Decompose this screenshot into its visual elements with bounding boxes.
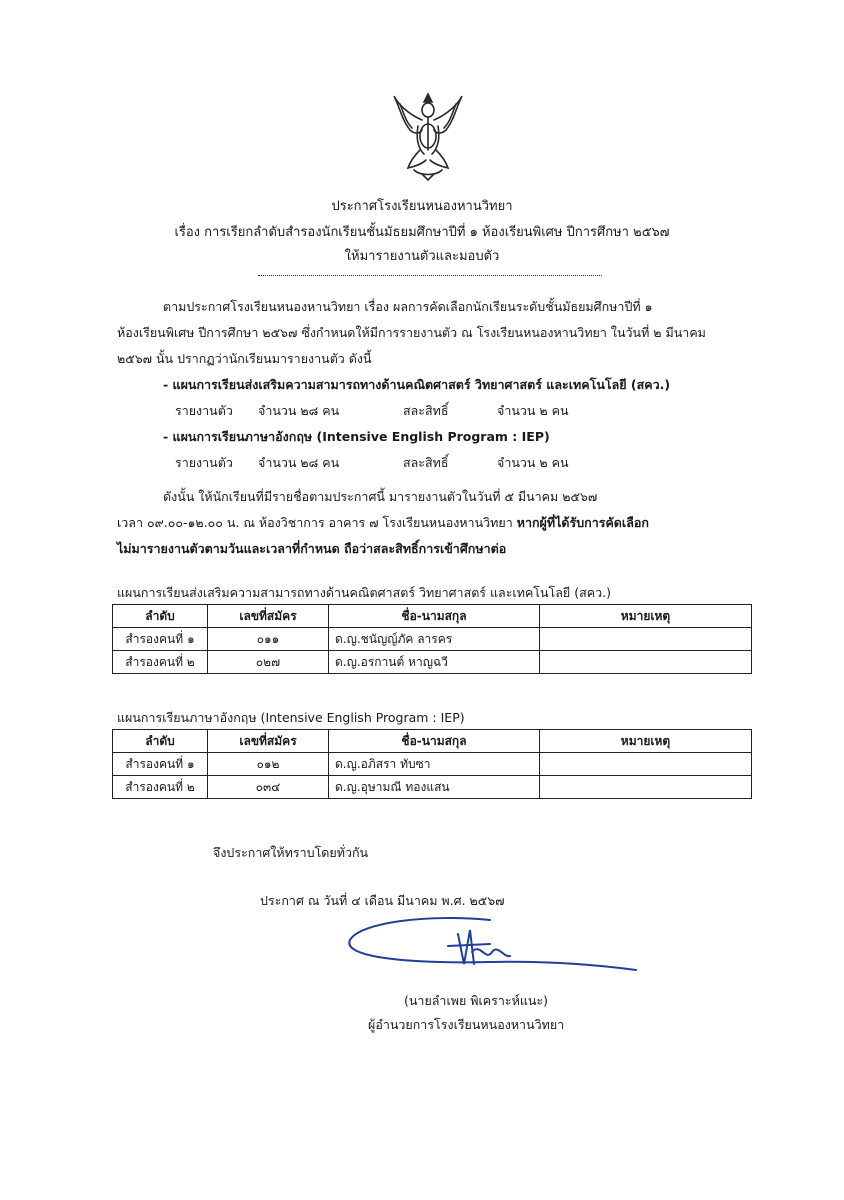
col-name-header: ชื่อ-นามสกุล [329, 730, 540, 753]
table-header-row [113, 730, 752, 753]
announcement-subject-2: ให้มารายงานตัวและมอบตัว [344, 249, 500, 264]
plan-1-waive-count: จำนวน ๒ คน [497, 403, 569, 418]
plan-1-report-count: จำนวน ๒๘ คน [258, 403, 340, 418]
col-app-no-header: เลขที่สมัคร [208, 605, 329, 628]
paragraph-2-line-2-text: เวลา ๐๙.๐๐-๑๒.๐๐ น. ณ ห้องวิชาการ อาคาร ๗ โรงเรียนหนองหานวิทยา [117, 515, 517, 530]
table-2-caption: แผนการเรียนภาษาอังกฤษ (Intensive English Program : IEP) [117, 710, 465, 725]
cell-app-no: ๐๑๒ [208, 753, 329, 776]
cell-note [540, 628, 752, 651]
cell-rank: สำรองคนที่ ๒ [113, 651, 208, 674]
table-header-row [113, 605, 752, 628]
table-row [113, 776, 752, 799]
table-row [113, 628, 752, 651]
signer-name: (นายลำเพย พิเคราะห์แนะ) [404, 993, 549, 1008]
cell-app-no: ๐๑๑ [208, 628, 329, 651]
col-app-no-header: เลขที่สมัคร [208, 730, 329, 753]
announcement-date: ประกาศ ณ วันที่ ๔ เดือน มีนาคม พ.ศ. ๒๕๖๗ [260, 893, 505, 908]
plan-2-report-count: จำนวน ๒๘ คน [258, 455, 340, 470]
col-rank-header: ลำดับ [113, 730, 208, 753]
col-note-header: หมายเหตุ [540, 730, 752, 753]
signature-icon [340, 912, 640, 982]
plan-2-report-label: รายงานตัว [175, 455, 233, 470]
garuda-emblem-icon [388, 90, 468, 182]
cell-rank: สำรองคนที่ ๑ [113, 628, 208, 651]
paragraph-1-line-1: ตามประกาศโรงเรียนหนองหานวิทยา เรื่อง ผลการคัดเลือกนักเรียนระดับชั้นมัธยมศึกษาปีที่ ๑ [163, 299, 653, 314]
paragraph-2-line-3: ไม่มารายงานตัวตามวันและเวลาที่กำหนด ถือว่าสละสิทธิ์การเข้าศึกษาต่อ [117, 541, 507, 556]
plan-2-waive-count: จำนวน ๒ คน [497, 455, 569, 470]
table-row [113, 651, 752, 674]
table-1-caption: แผนการเรียนส่งเสริมความสามารถทางด้านคณิตศาสตร์ วิทยาศาสตร์ และเทคโนโลยี (สคว.) [117, 585, 611, 600]
paragraph-1-line-2: ห้องเรียนพิเศษ ปีการศึกษา ๒๕๖๗ ซึ่งกำหนดให้มีการรายงานตัว ณ โรงเรียนหนองหานวิทยา ในวันที่ ๒ มีนาคม [117, 325, 706, 340]
announcement-issuer: ประกาศโรงเรียนหนองหานวิทยา [331, 199, 513, 214]
cell-name: ด.ญ.ชนัญญ์ภัค ลารคร [329, 628, 540, 651]
paragraph-2-line-1: ดังนั้น ให้นักเรียนที่มีรายชื่อตามประกาศนี้ มารายงานตัวในวันที่ ๕ มีนาคม ๒๕๖๗ [163, 489, 598, 504]
plan-1-report-label: รายงานตัว [175, 403, 233, 418]
announcement-subject: เรื่อง การเรียกลำดับสำรองนักเรียนชั้นมัธยมศึกษาปีที่ ๑ ห้องเรียนพิเศษ ปีการศึกษา ๒๕๖๗ [174, 225, 670, 240]
cell-note [540, 651, 752, 674]
cell-note [540, 753, 752, 776]
cell-name: ด.ญ.อรกานต์ หาญฉวี [329, 651, 540, 674]
cell-name: ด.ญ.อุษามณี ทองแสน [329, 776, 540, 799]
cell-name: ด.ญ.อภิสรา ทับซา [329, 753, 540, 776]
paragraph-2-line-2-emphasis: หากผู้ที่ได้รับการคัดเลือก [516, 515, 649, 530]
plan-1-reserve-table [112, 604, 752, 674]
cell-note [540, 776, 752, 799]
plan-1-waive-label: สละสิทธิ์ [403, 403, 449, 418]
closing-statement: จึงประกาศให้ทราบโดยทั่วกัน [213, 845, 369, 860]
col-rank-header: ลำดับ [113, 605, 208, 628]
plan-2-waive-label: สละสิทธิ์ [403, 455, 449, 470]
plan-1-title: - แผนการเรียนส่งเสริมความสามารถทางด้านคณิตศาสตร์ วิทยาศาสตร์ และเทคโนโลยี (สคว.) [163, 377, 671, 392]
col-name-header: ชื่อ-นามสกุล [329, 605, 540, 628]
paragraph-2-line-2 [117, 513, 649, 533]
signer-title: ผู้อำนวยการโรงเรียนหนองหานวิทยา [368, 1017, 565, 1032]
header-dotted-divider [258, 275, 602, 276]
col-note-header: หมายเหตุ [540, 605, 752, 628]
cell-rank: สำรองคนที่ ๒ [113, 776, 208, 799]
cell-app-no: ๐๓๔ [208, 776, 329, 799]
plan-2-reserve-table [112, 729, 752, 799]
table-row [113, 753, 752, 776]
plan-2-title: - แผนการเรียนภาษาอังกฤษ (Intensive English Program : IEP) [163, 429, 550, 444]
cell-app-no: ๐๒๗ [208, 651, 329, 674]
cell-rank: สำรองคนที่ ๑ [113, 753, 208, 776]
paragraph-1-line-3: ๒๕๖๗ นั้น ปรากฏว่านักเรียนมารายงานตัว ดังนี้ [117, 351, 372, 366]
